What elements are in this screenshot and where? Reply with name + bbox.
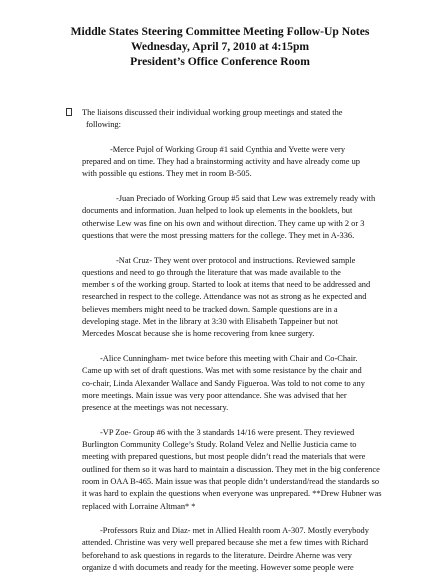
paragraph-line: meeting with prepared questions, but most people didn’t read the materials that were (82, 452, 366, 462)
paragraph-line: documents and information. Juan helped to look up elements in the booklets, but (82, 206, 353, 216)
paragraph-cruz (82, 255, 412, 341)
paragraph-line: presence at the meetings was not necessary. (82, 403, 229, 413)
intro-line-1: The liaisons discussed their individual working group meetings and stated the (82, 108, 343, 117)
paragraph-line: -VP Zoe- Group #6 with the 3 standards 14/16 were present. They reviewed (100, 427, 355, 437)
title-line-3: President’s Office Conference Room (130, 55, 310, 68)
paragraph-line: replaced with Lorraine Altman* * (82, 501, 196, 511)
paragraph-line: room in OAA B-465. Main issue was that people didn’t understand/read the standards so (82, 476, 380, 486)
paragraph-line: with possible qu estions. They met in room B-505. (82, 169, 252, 179)
paragraph-line: -Alice Cunningham- met twice before this meeting with Chair and Co-Chair. (100, 353, 358, 363)
paragraph-ruiz-diaz (82, 525, 412, 574)
paragraph-line: questions that were the most pressing matters for the college. They met in A-336. (82, 230, 355, 240)
paragraph-line: otherwise Lew was fine on his own and without direction. They came up with 2 or 3 (82, 218, 365, 228)
paragraph-line: co-chair, Linda Alexander Wallace and Sandy Figueroa. Was told to not come to any (82, 378, 365, 388)
paragraph-preciado (82, 193, 412, 242)
title-line-2: Wednesday, April 7, 2010 at 4:15pm (130, 40, 310, 53)
paragraph-line: Burlington Community College’s Study. Roland Velez and Nellie Justicia came to (82, 440, 357, 450)
paragraph-line: it was hard to explain the questions when everyone was unprepared. **Drew Hubner was (82, 489, 382, 499)
title-line-1: Middle States Steering Committee Meeting Follow-Up Notes (70, 25, 370, 38)
paragraph-line: prepared and on time. They had a brainstorming activity and have already come up (82, 157, 360, 167)
paragraph-cunningham (82, 353, 412, 414)
intro-line-2: following: (86, 120, 121, 130)
paragraph-line: researched in respect to the college. Attendance was not as strong as he expected and (82, 292, 367, 302)
paragraph-line: believes members might need to be tracked down. Sample questions are in a (82, 304, 338, 314)
paragraph-line: -Professors Ruiz and Diaz- met in Allied Health room A-307. Mostly everybody (100, 526, 369, 536)
paragraph-zoe (82, 427, 412, 513)
paragraph-line: more meetings. Main issue was very poor attendance. She was advised that her (82, 390, 347, 400)
paragraph-line: organize d with documets and ready for the meeting. However some people were (82, 562, 354, 572)
paragraph-line: member s of the working group. Started to look at items that need to be addressed and (82, 280, 371, 290)
document-body (82, 107, 412, 574)
paragraph-line: -Nat Cruz- They went over protocol and instructions. Reviewed sample (116, 255, 356, 265)
paragraph-line: Came up with set of draft questions. Was met with some resistance by the chair and (82, 366, 362, 376)
paragraph-line: beforehand to ask questions in regards to the literature. Deirdre Aherne was very (82, 550, 352, 560)
paragraph-line: outlined for them so it was hard to maintain a discussion. They met in the big conference (82, 464, 380, 474)
paragraph-line: developing stage. Met in the library at 3:30 with Elisabeth Tappeiner but not (82, 317, 338, 327)
paragraph-line: attended. Christine was very well prepared because she met a few times with Richard (82, 538, 369, 548)
paragraph-line: -Merce Pujol of Working Group #1 said Cynthia and Yvette were very (110, 144, 346, 154)
paragraph-line: -Juan Preciado of Working Group #5 said that Lew was extremely ready with (116, 194, 376, 204)
intro-bullet (82, 107, 412, 132)
paragraph-pujol (82, 144, 412, 181)
paragraph-line: questions and need to go through the literature that was made available to the (82, 267, 341, 277)
paragraph-line: Mercedes Moscat because she is home recovering from knee surgery. (82, 329, 315, 339)
bullet-box-icon (66, 108, 72, 116)
document-header (0, 24, 440, 69)
